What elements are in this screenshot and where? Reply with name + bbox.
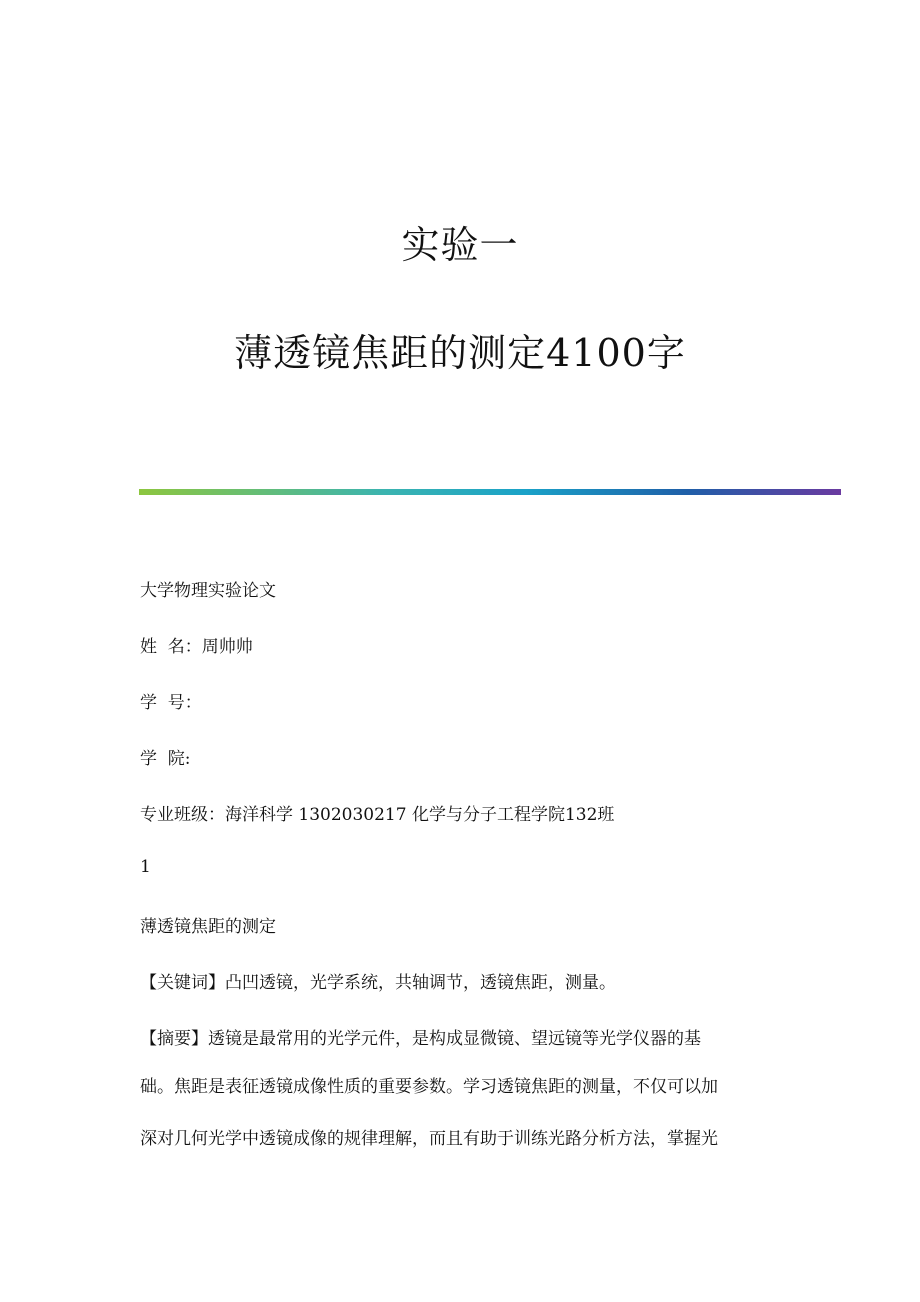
abstract-line: 【摘要】透镜是最常用的光学元件，是构成显微镜、望远镜等光学仪器的基 xyxy=(140,1029,701,1049)
author-name-line: 姓 名：周帅帅 xyxy=(140,637,253,657)
college-line: 学 院: xyxy=(140,749,191,769)
abstract-line: 础。焦距是表征透镜成像性质的重要参数。学习透镜焦距的测量，不仅可以加 xyxy=(140,1077,718,1097)
abstract-line: 深对几何光学中透镜成像的规律理解，而且有助于训练光路分析方法，掌握光 xyxy=(140,1129,718,1149)
document-title: 实验一 xyxy=(401,223,519,267)
paper-type: 大学物理实验论文 xyxy=(140,581,276,601)
gradient-divider xyxy=(139,489,841,495)
keywords-line: 【关键词】凸凹透镜，光学系统，共轴调节，透镜焦距，测量。 xyxy=(140,973,616,993)
student-id-line: 学 号： xyxy=(140,693,202,713)
paper-title: 薄透镜焦距的测定 xyxy=(140,917,276,937)
page-number: 1 xyxy=(140,857,151,877)
document-subtitle: 薄透镜焦距的测定4100字 xyxy=(234,331,686,375)
class-line: 专业班级：海洋科学 1302030217 化学与分子工程学院132班 xyxy=(140,805,615,825)
